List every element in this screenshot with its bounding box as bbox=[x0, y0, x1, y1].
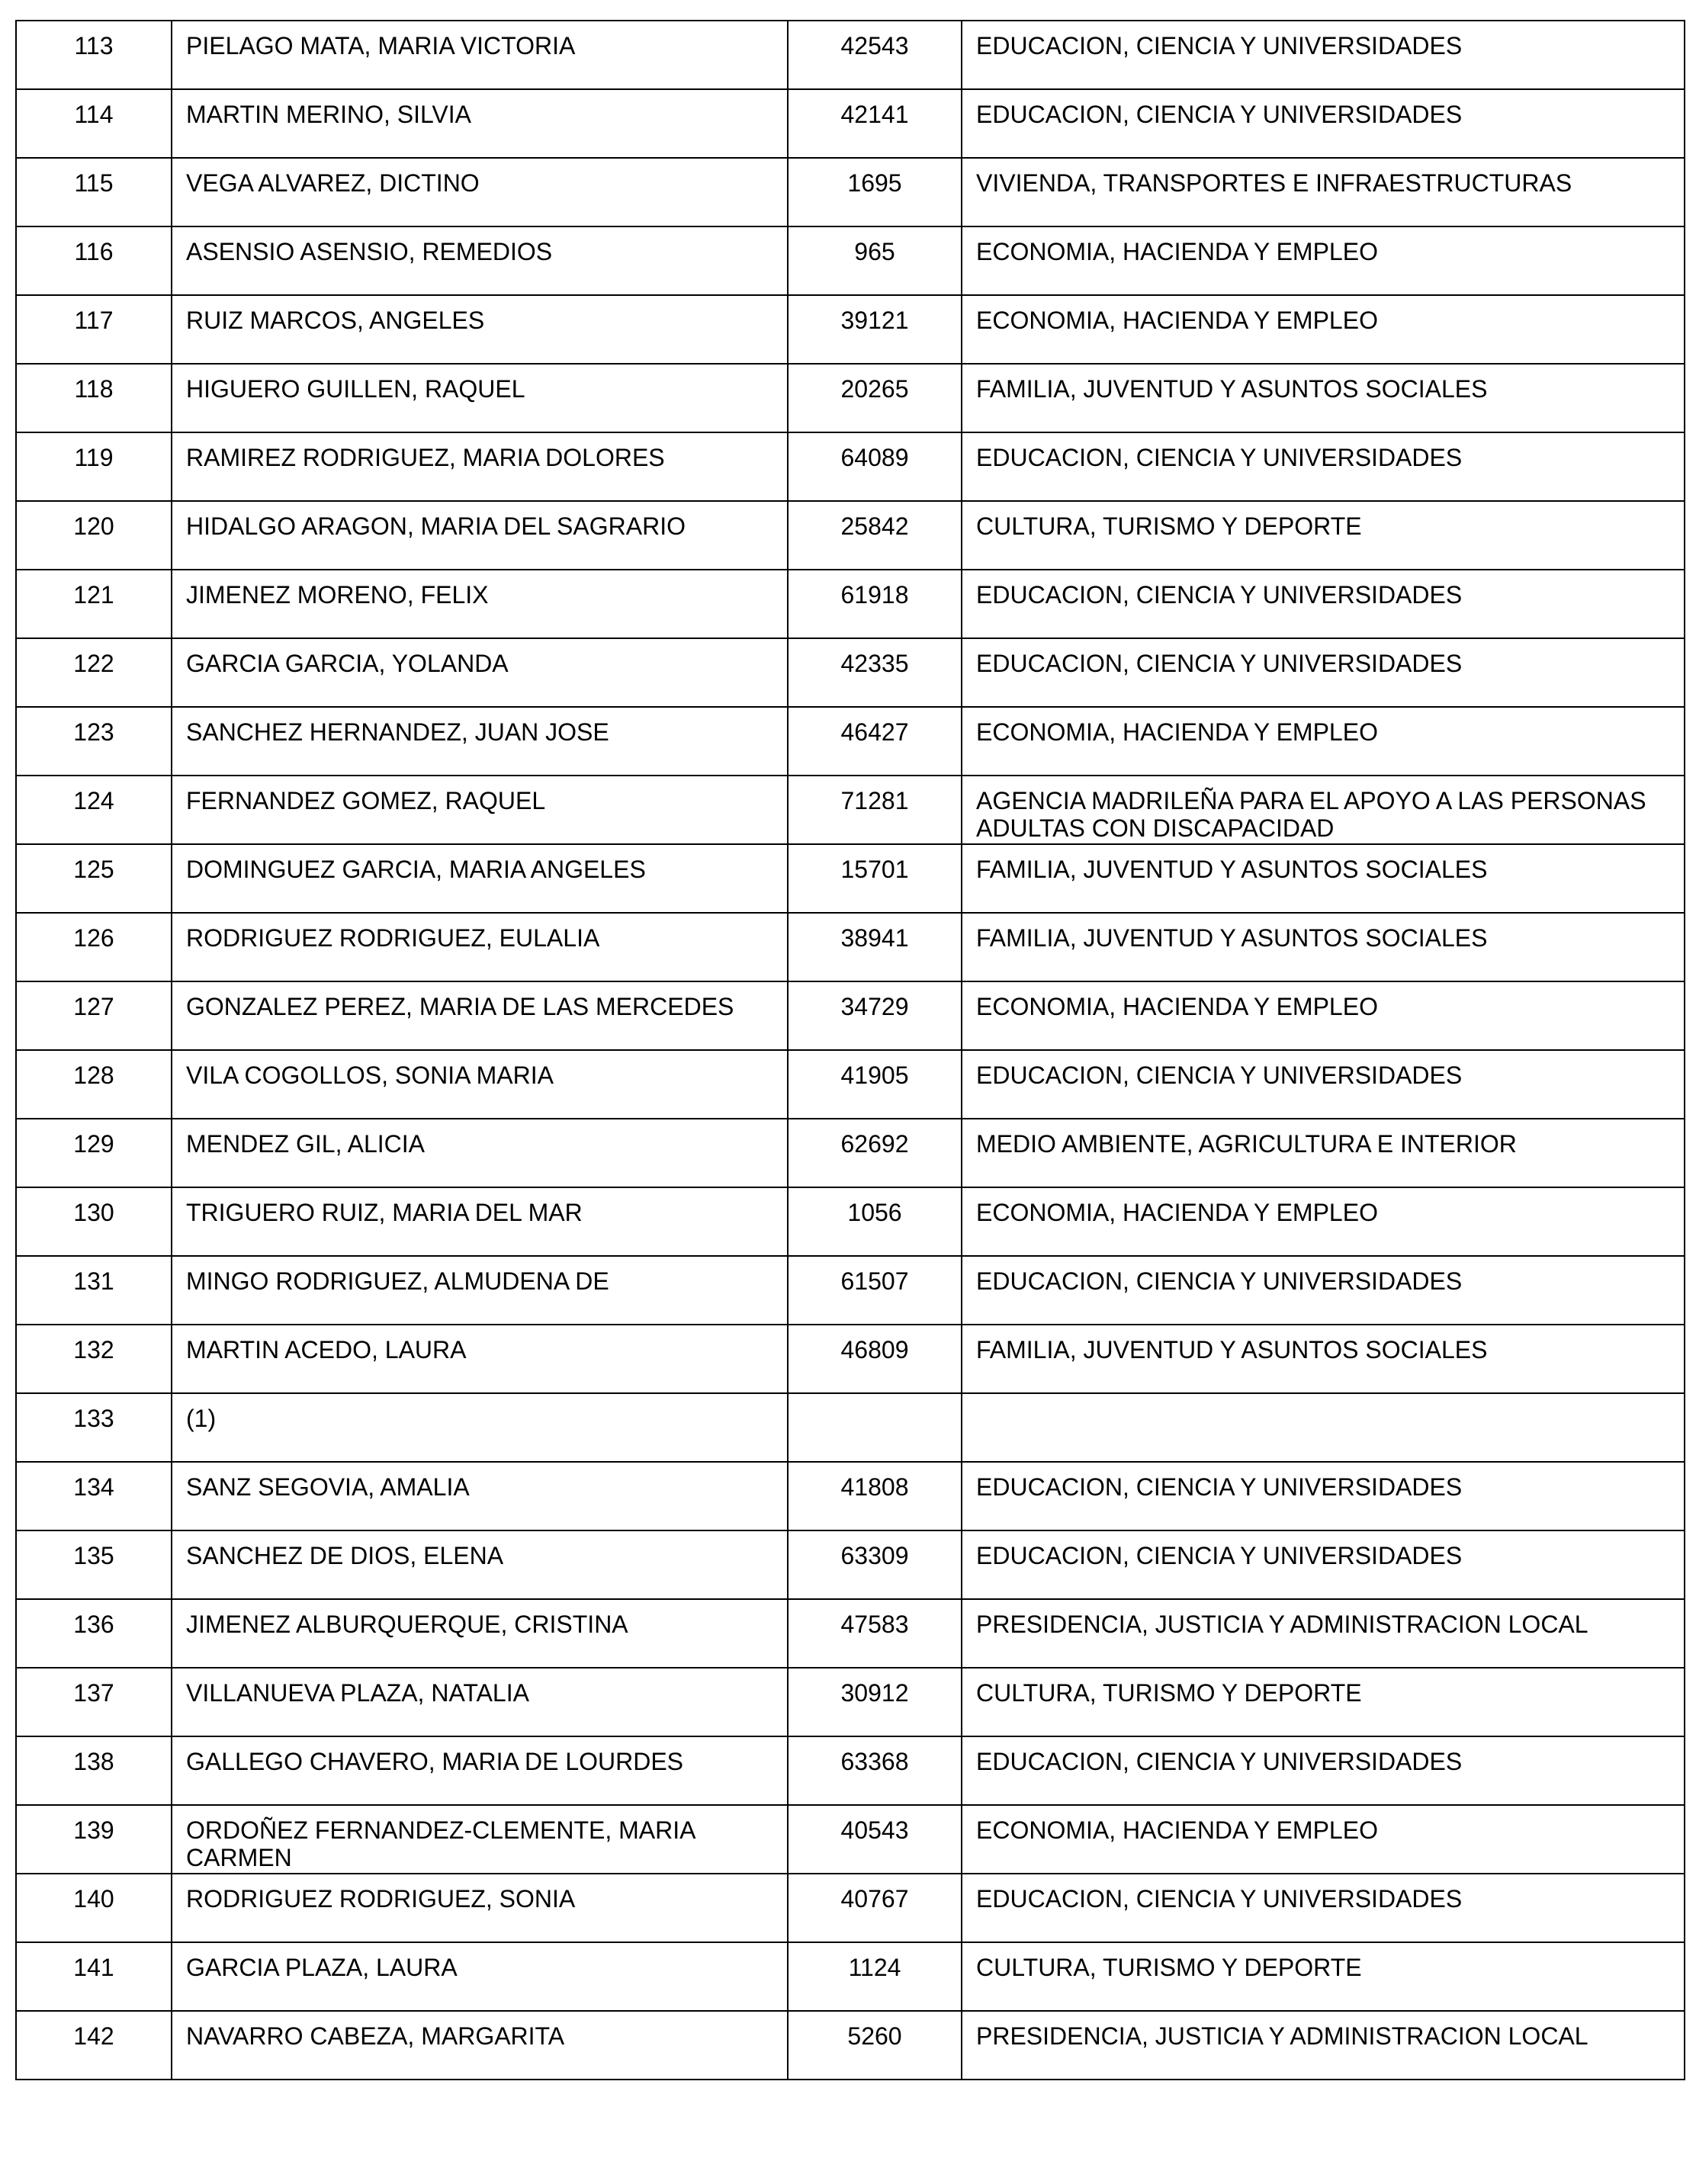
employee-name: MARTIN ACEDO, LAURA bbox=[172, 1325, 788, 1393]
table-row bbox=[16, 1119, 1685, 1187]
employee-code: 40543 bbox=[788, 1805, 962, 1874]
employee-code: 63309 bbox=[788, 1530, 962, 1599]
department-name: FAMILIA, JUVENTUD Y ASUNTOS SOCIALES bbox=[962, 364, 1685, 432]
employee-name: SANCHEZ DE DIOS, ELENA bbox=[172, 1530, 788, 1599]
department-name: EDUCACION, CIENCIA Y UNIVERSIDADES bbox=[962, 21, 1685, 89]
employee-code: 38941 bbox=[788, 913, 962, 981]
row-number: 134 bbox=[16, 1462, 172, 1530]
department-name: EDUCACION, CIENCIA Y UNIVERSIDADES bbox=[962, 1462, 1685, 1530]
department-name: FAMILIA, JUVENTUD Y ASUNTOS SOCIALES bbox=[962, 1325, 1685, 1393]
employee-name: (1) bbox=[172, 1393, 788, 1462]
row-number: 129 bbox=[16, 1119, 172, 1187]
table-row bbox=[16, 1393, 1685, 1462]
department-name: EDUCACION, CIENCIA Y UNIVERSIDADES bbox=[962, 1256, 1685, 1325]
table-row bbox=[16, 1736, 1685, 1805]
employee-code: 42141 bbox=[788, 89, 962, 158]
employee-code: 41905 bbox=[788, 1050, 962, 1119]
row-number: 130 bbox=[16, 1187, 172, 1256]
employee-code bbox=[788, 1393, 962, 1462]
employee-code: 30912 bbox=[788, 1668, 962, 1736]
table-row bbox=[16, 226, 1685, 295]
table-row bbox=[16, 89, 1685, 158]
employee-name: PIELAGO MATA, MARIA VICTORIA bbox=[172, 21, 788, 89]
row-number: 120 bbox=[16, 501, 172, 570]
table-row bbox=[16, 981, 1685, 1050]
row-number: 117 bbox=[16, 295, 172, 364]
employee-code: 46809 bbox=[788, 1325, 962, 1393]
employee-name: MINGO RODRIGUEZ, ALMUDENA DE bbox=[172, 1256, 788, 1325]
employee-code: 1695 bbox=[788, 158, 962, 226]
employee-name: VILA COGOLLOS, SONIA MARIA bbox=[172, 1050, 788, 1119]
employee-code: 40767 bbox=[788, 1874, 962, 1942]
row-number: 122 bbox=[16, 638, 172, 707]
employee-name: SANCHEZ HERNANDEZ, JUAN JOSE bbox=[172, 707, 788, 776]
department-name: PRESIDENCIA, JUSTICIA Y ADMINISTRACION LOCAL bbox=[962, 2011, 1685, 2080]
employee-code: 1124 bbox=[788, 1942, 962, 2011]
department-name: FAMILIA, JUVENTUD Y ASUNTOS SOCIALES bbox=[962, 913, 1685, 981]
employee-code: 64089 bbox=[788, 432, 962, 501]
table-row bbox=[16, 1668, 1685, 1736]
employee-name: HIGUERO GUILLEN, RAQUEL bbox=[172, 364, 788, 432]
employee-name: VEGA ALVAREZ, DICTINO bbox=[172, 158, 788, 226]
department-name bbox=[962, 1393, 1685, 1462]
table-row bbox=[16, 364, 1685, 432]
employee-name: RODRIGUEZ RODRIGUEZ, SONIA bbox=[172, 1874, 788, 1942]
department-name: PRESIDENCIA, JUSTICIA Y ADMINISTRACION LOCAL bbox=[962, 1599, 1685, 1668]
row-number: 138 bbox=[16, 1736, 172, 1805]
table-row bbox=[16, 1942, 1685, 2011]
personnel-table bbox=[15, 20, 1685, 2080]
employee-name: GONZALEZ PEREZ, MARIA DE LAS MERCEDES bbox=[172, 981, 788, 1050]
department-name: EDUCACION, CIENCIA Y UNIVERSIDADES bbox=[962, 638, 1685, 707]
row-number: 124 bbox=[16, 776, 172, 844]
department-name: EDUCACION, CIENCIA Y UNIVERSIDADES bbox=[962, 1050, 1685, 1119]
row-number: 115 bbox=[16, 158, 172, 226]
row-number: 126 bbox=[16, 913, 172, 981]
row-number: 140 bbox=[16, 1874, 172, 1942]
row-number: 141 bbox=[16, 1942, 172, 2011]
row-number: 128 bbox=[16, 1050, 172, 1119]
table-row bbox=[16, 21, 1685, 89]
employee-name: SANZ SEGOVIA, AMALIA bbox=[172, 1462, 788, 1530]
department-name: EDUCACION, CIENCIA Y UNIVERSIDADES bbox=[962, 432, 1685, 501]
employee-name: HIDALGO ARAGON, MARIA DEL SAGRARIO bbox=[172, 501, 788, 570]
employee-code: 5260 bbox=[788, 2011, 962, 2080]
row-number: 139 bbox=[16, 1805, 172, 1874]
department-name: CULTURA, TURISMO Y DEPORTE bbox=[962, 501, 1685, 570]
employee-code: 1056 bbox=[788, 1187, 962, 1256]
employee-code: 42543 bbox=[788, 21, 962, 89]
employee-code: 63368 bbox=[788, 1736, 962, 1805]
employee-code: 25842 bbox=[788, 501, 962, 570]
employee-code: 62692 bbox=[788, 1119, 962, 1187]
table-row bbox=[16, 570, 1685, 638]
department-name: AGENCIA MADRILEÑA PARA EL APOYO A LAS PERSONAS ADULTAS CON DISCAPACIDAD bbox=[962, 776, 1685, 844]
table-row bbox=[16, 1874, 1685, 1942]
row-number: 116 bbox=[16, 226, 172, 295]
department-name: FAMILIA, JUVENTUD Y ASUNTOS SOCIALES bbox=[962, 844, 1685, 913]
employee-code: 41808 bbox=[788, 1462, 962, 1530]
table-row bbox=[16, 2011, 1685, 2080]
employee-code: 39121 bbox=[788, 295, 962, 364]
department-name: ECONOMIA, HACIENDA Y EMPLEO bbox=[962, 295, 1685, 364]
department-name: CULTURA, TURISMO Y DEPORTE bbox=[962, 1668, 1685, 1736]
employee-name: JIMENEZ ALBURQUERQUE, CRISTINA bbox=[172, 1599, 788, 1668]
department-name: ECONOMIA, HACIENDA Y EMPLEO bbox=[962, 226, 1685, 295]
table-row bbox=[16, 913, 1685, 981]
table-row bbox=[16, 1530, 1685, 1599]
row-number: 136 bbox=[16, 1599, 172, 1668]
employee-code: 47583 bbox=[788, 1599, 962, 1668]
employee-code: 20265 bbox=[788, 364, 962, 432]
department-name: EDUCACION, CIENCIA Y UNIVERSIDADES bbox=[962, 1736, 1685, 1805]
employee-name: GALLEGO CHAVERO, MARIA DE LOURDES bbox=[172, 1736, 788, 1805]
table-row bbox=[16, 1325, 1685, 1393]
employee-code: 46427 bbox=[788, 707, 962, 776]
employee-name: FERNANDEZ GOMEZ, RAQUEL bbox=[172, 776, 788, 844]
table-row bbox=[16, 638, 1685, 707]
department-name: ECONOMIA, HACIENDA Y EMPLEO bbox=[962, 1805, 1685, 1874]
employee-name: TRIGUERO RUIZ, MARIA DEL MAR bbox=[172, 1187, 788, 1256]
row-number: 137 bbox=[16, 1668, 172, 1736]
employee-code: 61507 bbox=[788, 1256, 962, 1325]
row-number: 119 bbox=[16, 432, 172, 501]
department-name: EDUCACION, CIENCIA Y UNIVERSIDADES bbox=[962, 570, 1685, 638]
table-row bbox=[16, 432, 1685, 501]
department-name: ECONOMIA, HACIENDA Y EMPLEO bbox=[962, 707, 1685, 776]
employee-name: GARCIA PLAZA, LAURA bbox=[172, 1942, 788, 2011]
row-number: 121 bbox=[16, 570, 172, 638]
employee-code: 61918 bbox=[788, 570, 962, 638]
table-row bbox=[16, 295, 1685, 364]
row-number: 142 bbox=[16, 2011, 172, 2080]
department-name: ECONOMIA, HACIENDA Y EMPLEO bbox=[962, 981, 1685, 1050]
employee-name: RODRIGUEZ RODRIGUEZ, EULALIA bbox=[172, 913, 788, 981]
department-name: ECONOMIA, HACIENDA Y EMPLEO bbox=[962, 1187, 1685, 1256]
employee-name: ORDOÑEZ FERNANDEZ-CLEMENTE, MARIA CARMEN bbox=[172, 1805, 788, 1874]
row-number: 127 bbox=[16, 981, 172, 1050]
row-number: 125 bbox=[16, 844, 172, 913]
employee-code: 15701 bbox=[788, 844, 962, 913]
table-row bbox=[16, 707, 1685, 776]
employee-code: 42335 bbox=[788, 638, 962, 707]
employee-name: MARTIN MERINO, SILVIA bbox=[172, 89, 788, 158]
employee-name: GARCIA GARCIA, YOLANDA bbox=[172, 638, 788, 707]
employee-name: DOMINGUEZ GARCIA, MARIA ANGELES bbox=[172, 844, 788, 913]
employee-code: 71281 bbox=[788, 776, 962, 844]
table-row bbox=[16, 1187, 1685, 1256]
department-name: VIVIENDA, TRANSPORTES E INFRAESTRUCTURAS bbox=[962, 158, 1685, 226]
employee-name: JIMENEZ MORENO, FELIX bbox=[172, 570, 788, 638]
row-number: 123 bbox=[16, 707, 172, 776]
department-name: EDUCACION, CIENCIA Y UNIVERSIDADES bbox=[962, 89, 1685, 158]
row-number: 114 bbox=[16, 89, 172, 158]
row-number: 132 bbox=[16, 1325, 172, 1393]
table-row bbox=[16, 1462, 1685, 1530]
table-row bbox=[16, 1256, 1685, 1325]
employee-name: MENDEZ GIL, ALICIA bbox=[172, 1119, 788, 1187]
row-number: 113 bbox=[16, 21, 172, 89]
row-number: 135 bbox=[16, 1530, 172, 1599]
employee-name: NAVARRO CABEZA, MARGARITA bbox=[172, 2011, 788, 2080]
row-number: 133 bbox=[16, 1393, 172, 1462]
employee-code: 965 bbox=[788, 226, 962, 295]
row-number: 118 bbox=[16, 364, 172, 432]
employee-name: ASENSIO ASENSIO, REMEDIOS bbox=[172, 226, 788, 295]
department-name: EDUCACION, CIENCIA Y UNIVERSIDADES bbox=[962, 1874, 1685, 1942]
table-row bbox=[16, 844, 1685, 913]
employee-code: 34729 bbox=[788, 981, 962, 1050]
department-name: CULTURA, TURISMO Y DEPORTE bbox=[962, 1942, 1685, 2011]
table-row bbox=[16, 1050, 1685, 1119]
employee-name: VILLANUEVA PLAZA, NATALIA bbox=[172, 1668, 788, 1736]
row-number: 131 bbox=[16, 1256, 172, 1325]
table-row bbox=[16, 1599, 1685, 1668]
table-row bbox=[16, 776, 1685, 844]
table-row bbox=[16, 501, 1685, 570]
table-row bbox=[16, 158, 1685, 226]
department-name: EDUCACION, CIENCIA Y UNIVERSIDADES bbox=[962, 1530, 1685, 1599]
department-name: MEDIO AMBIENTE, AGRICULTURA E INTERIOR bbox=[962, 1119, 1685, 1187]
employee-name: RAMIREZ RODRIGUEZ, MARIA DOLORES bbox=[172, 432, 788, 501]
table-body bbox=[16, 21, 1685, 2080]
table-row bbox=[16, 1805, 1685, 1874]
employee-name: RUIZ MARCOS, ANGELES bbox=[172, 295, 788, 364]
